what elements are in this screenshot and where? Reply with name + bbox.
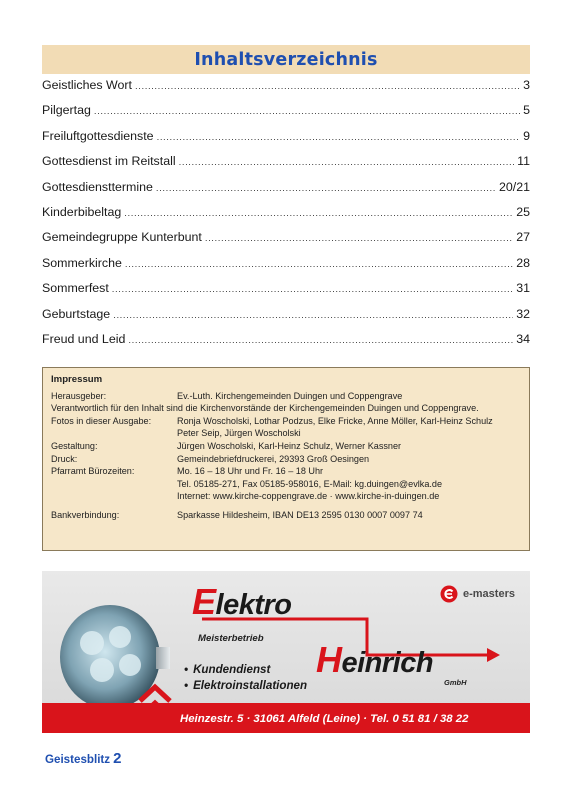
toc-entry xyxy=(42,129,530,154)
page-number: 2 xyxy=(113,750,122,767)
emasters-icon xyxy=(440,585,458,603)
brand-elektro-rest: lektro xyxy=(215,589,292,621)
emasters-label: e-masters xyxy=(463,588,515,600)
toc-entry-label: Geburtstage xyxy=(42,306,111,321)
meisterbetrieb-label: Meisterbetrieb xyxy=(198,633,264,644)
toc-entry xyxy=(42,230,530,255)
impressum-fotos-row xyxy=(51,415,521,440)
publication-name: Geistesblitz xyxy=(45,753,111,766)
toc-entry-label: Freud und Leid xyxy=(42,331,126,346)
toc-entry-label: Sommerfest xyxy=(42,281,109,296)
toc-leader-dots xyxy=(157,132,521,143)
druck-label: Druck: xyxy=(51,453,78,464)
toc-title-box xyxy=(42,45,530,74)
fotos-label: Fotos in dieser Ausgabe: xyxy=(51,415,152,426)
publication-footer xyxy=(45,750,121,767)
services-list xyxy=(184,662,307,693)
toc-entry-page: 25 xyxy=(516,204,530,219)
toc-leader-dots xyxy=(124,208,513,219)
toc-entry xyxy=(42,205,530,230)
brand-heinrich-rest: einrich xyxy=(341,647,434,679)
impressum-title: Impressum xyxy=(51,374,103,385)
toc-entry xyxy=(42,78,530,103)
toc-leader-dots xyxy=(135,81,520,92)
toc-entry-page: 9 xyxy=(523,128,530,143)
toc-entry xyxy=(42,256,530,281)
buero-internet: Internet: www.kirche-coppengrave.de · www.kirche-in-duingen.de xyxy=(177,491,440,502)
impressum-box xyxy=(42,367,530,551)
buero-tel: Tel. 05185-271, Fax 05185-958016, E-Mail: kg.duingen@evlka.de xyxy=(177,478,443,489)
toc-entry-page: 27 xyxy=(516,230,530,245)
fotos-value-line2: Peter Seip, Jürgen Woscholski xyxy=(177,428,301,439)
toc-entry xyxy=(42,332,530,357)
toc-entry-label: Gottesdiensttermine xyxy=(42,179,153,194)
toc-leader-dots xyxy=(205,233,513,244)
bank-label: Bankverbindung: xyxy=(51,509,120,520)
toc-entry-label: Pilgertag xyxy=(42,103,91,118)
toc-title: Inhaltsverzeichnis xyxy=(194,50,378,70)
herausgeber-label: Herausgeber: xyxy=(51,390,107,401)
emasters-logo xyxy=(440,585,515,603)
brand-elektro xyxy=(192,581,292,623)
brand-elektro-initial: E xyxy=(192,581,216,622)
gestaltung-value: Jürgen Woscholski, Karl-Heinz Schulz, Werner Kassner xyxy=(177,440,402,451)
toc-leader-dots xyxy=(94,106,520,117)
toc-entry-label: Gemeindegruppe Kunterbunt xyxy=(42,230,202,245)
toc-leader-dots xyxy=(113,310,513,321)
toc-entry xyxy=(42,307,530,332)
ad-address-bar xyxy=(42,703,530,733)
table-of-contents xyxy=(42,78,530,357)
toc-leader-dots xyxy=(179,157,515,168)
toc-entry-page: 11 xyxy=(517,154,530,169)
buero-zeiten: Mo. 16 – 18 Uhr und Fr. 16 – 18 Uhr xyxy=(177,466,324,477)
elektro-heinrich-advertisement xyxy=(42,571,530,733)
gmbh-label: GmbH xyxy=(444,678,467,687)
brand-heinrich xyxy=(316,639,433,681)
verantwortlich-text: Verantwortlich für den Inhalt sind die Kirchenvorstände der Kirchengemeinden Duingen und Coppengrave. xyxy=(51,403,479,414)
toc-entry xyxy=(42,154,530,179)
fotos-value-line1: Ronja Woscholski, Lothar Podzus, Elke Fricke, Anne Möller, Karl-Heinz Schulz xyxy=(177,415,493,426)
buero-label: Pfarramt Bürozeiten: xyxy=(51,466,135,477)
toc-leader-dots xyxy=(125,259,513,270)
toc-entry xyxy=(42,281,530,306)
toc-entry-page: 3 xyxy=(523,78,530,92)
toc-entry-label: Sommerkirche xyxy=(42,255,122,270)
bank-value: Sparkasse Hildesheim, IBAN DE13 2595 0130 0007 0097 74 xyxy=(177,509,423,520)
herausgeber-value: Ev.-Luth. Kirchengemeinden Duingen und Coppengrave xyxy=(177,390,403,401)
toc-leader-dots xyxy=(128,335,513,346)
impressum-herausgeber-row xyxy=(51,390,521,403)
brand-heinrich-initial: H xyxy=(316,639,342,680)
toc-entry xyxy=(42,103,530,128)
impressum-druck-row xyxy=(51,453,521,466)
toc-entry-page: 5 xyxy=(523,103,530,118)
toc-entry-label: Gottesdienst im Reitstall xyxy=(42,154,176,169)
toc-entry-page: 20/21 xyxy=(498,179,530,194)
toc-leader-dots xyxy=(112,284,513,295)
toc-entry-label: Geistliches Wort xyxy=(42,78,132,92)
toc-entry-label: Freiluftgottesdienste xyxy=(42,128,154,143)
impressum-buero-row xyxy=(51,465,521,503)
toc-entry-page: 28 xyxy=(516,255,530,270)
toc-entry-page: 31 xyxy=(516,281,530,296)
impressum-bank-row xyxy=(51,509,521,522)
service-item: • Elektroinstallationen xyxy=(184,678,308,692)
toc-entry xyxy=(42,180,530,205)
impressum-gestaltung-row xyxy=(51,440,521,453)
druck-value: Gemeindebriefdruckerei, 29393 Groß Oesingen xyxy=(177,453,370,464)
ad-address: Heinzestr. 5 · 31061 Alfeld (Leine) · Tel. 0 51 81 / 38 22 xyxy=(180,713,469,725)
service-item: • Kundendienst xyxy=(184,663,271,676)
toc-leader-dots xyxy=(156,183,496,194)
gestaltung-label: Gestaltung: xyxy=(51,440,98,451)
toc-entry-page: 34 xyxy=(516,331,530,346)
toc-entry-label: Kinderbibeltag xyxy=(42,204,122,219)
toc-entry-page: 32 xyxy=(516,306,530,321)
